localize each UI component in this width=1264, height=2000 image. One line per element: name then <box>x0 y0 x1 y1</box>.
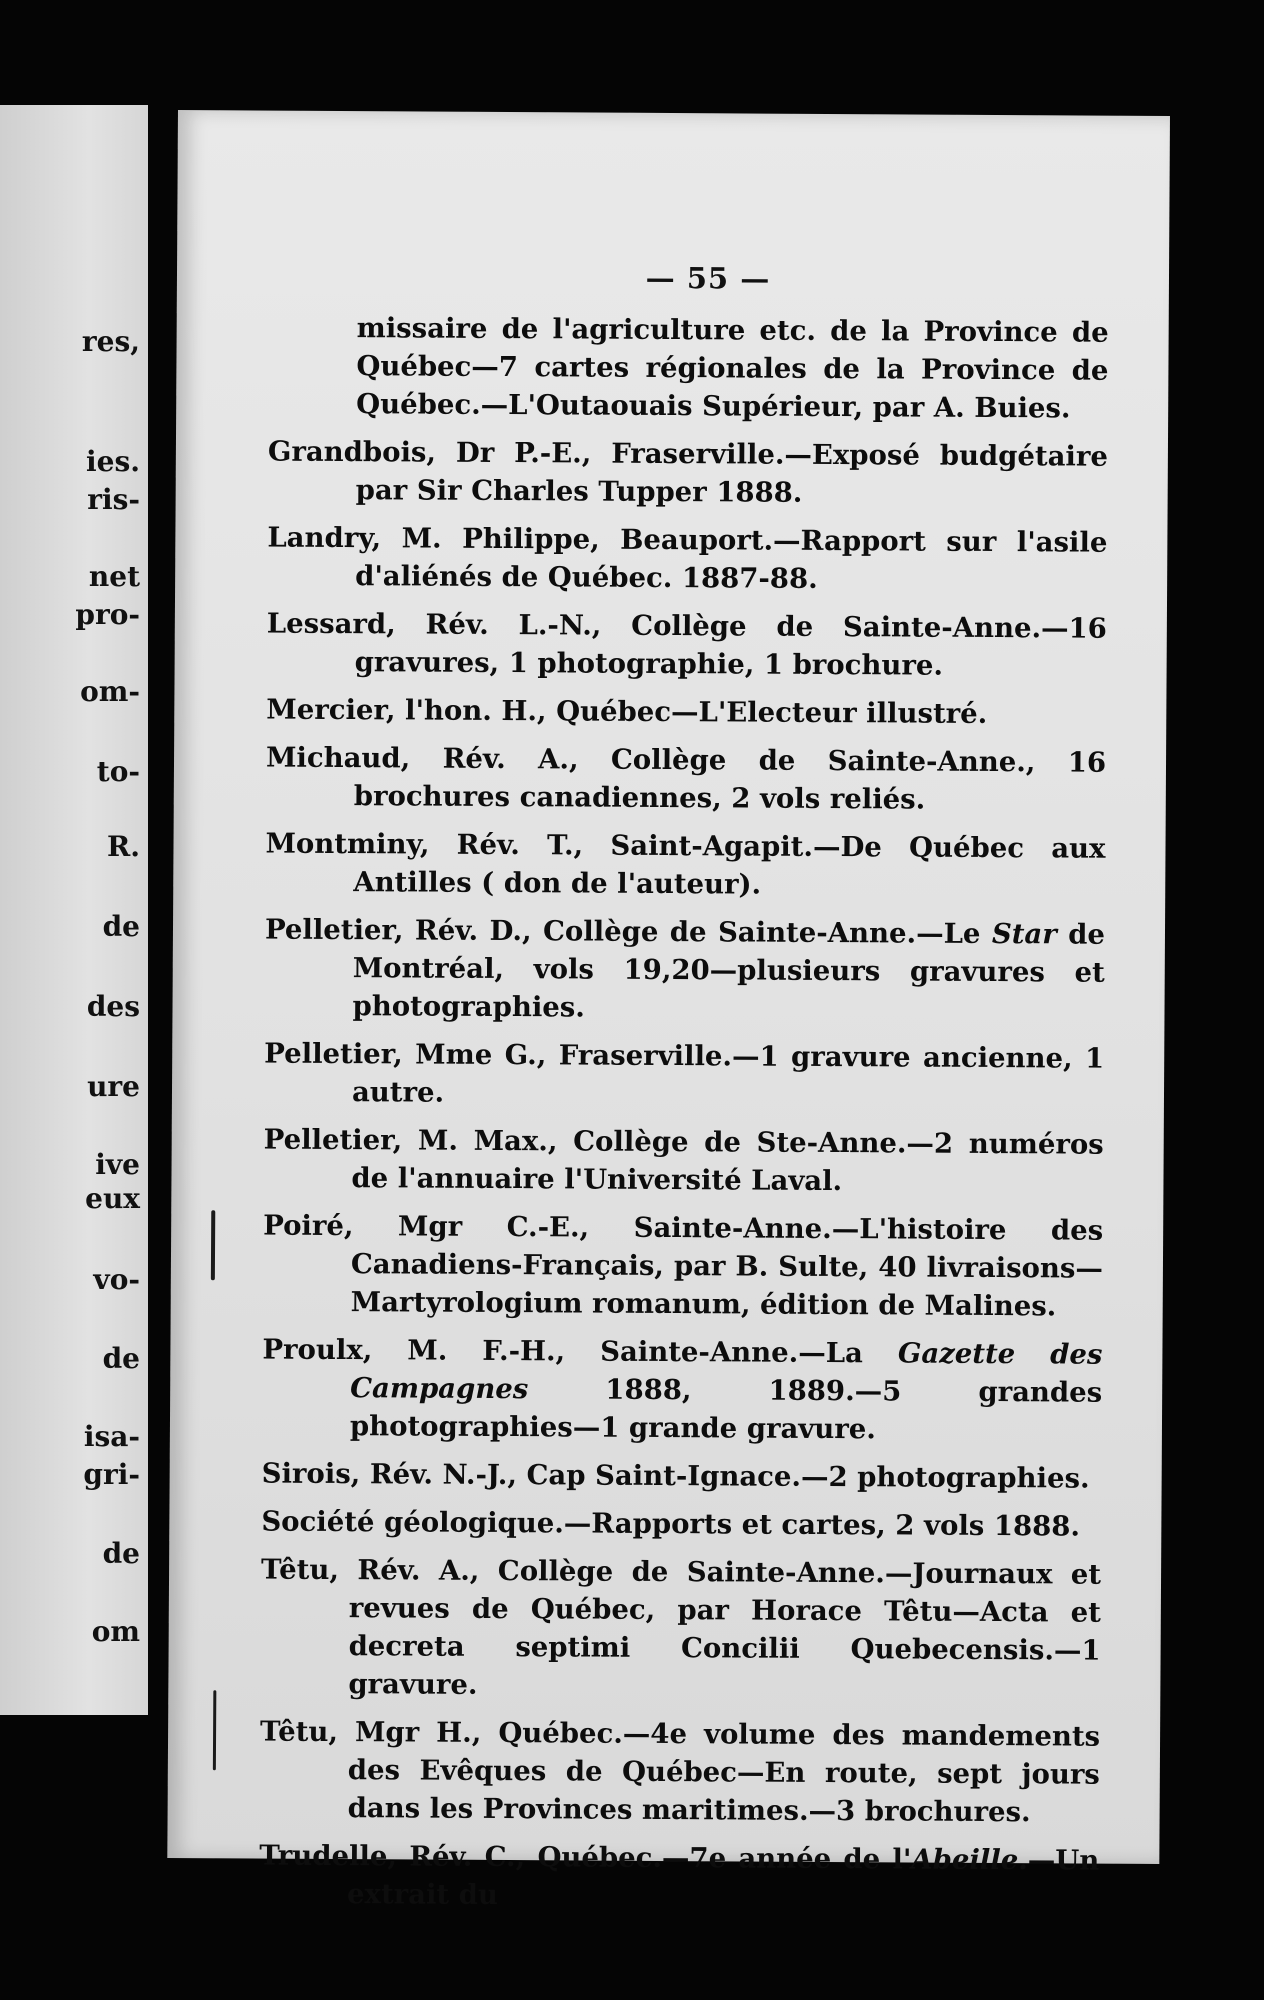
left-page-text: net <box>88 560 140 593</box>
list-item: Société géologique.—Rapports et cartes, 2 vols 1888. <box>261 1505 1081 1543</box>
left-page-text: to- <box>96 755 140 788</box>
left-page-text: de <box>102 910 140 943</box>
left-page-text: ure <box>87 1070 140 1103</box>
list-item: Pelletier, M. Max., Collège de Ste-Anne.—2 numéros de l'annuaire l'Université Laval. <box>263 1123 1104 1198</box>
left-page-text: des <box>86 990 140 1023</box>
entry-text: Pelletier, Rév. D., Collège de Sainte-Anne.—Le <box>264 913 993 950</box>
list-item: Poiré, Mgr C.-E., Sainte-Anne.—L'histoire des Canadiens-Français, par B. Sulte, 40 livraisons—Martyrologium romanum, édition de Malines. <box>263 1209 1104 1323</box>
list-item: Grandbois, Dr P.-E., Fraserville.—Exposé budgétaire par Sir Charles Tupper 1888. <box>267 435 1108 509</box>
list-item <box>259 1837 1099 1918</box>
left-page-text: de <box>102 1537 140 1570</box>
list-item: Lessard, Rév. L.-N., Collège de Sainte-Anne.—16 gravures, 1 photographie, 1 brochure. <box>266 607 1107 682</box>
left-page-text: ris- <box>87 483 140 516</box>
left-page-text: isa- <box>83 1420 140 1453</box>
entry-text: 1888, 1889.—5 grandes photographies—1 grande gravure. <box>349 1373 1103 1446</box>
list-item: Michaud, Rév. A., Collège de Sainte-Anne., 16 brochures canadiennes, 2 vols reliés. <box>265 741 1107 816</box>
entry-title-italic: Abeille. <box>911 1843 1028 1877</box>
donation-list <box>259 309 1109 1928</box>
page-number: — 55 — <box>645 260 771 296</box>
list-item: Têtu, Mgr H., Québec.—4e volume des mandements des Evêques de Québec—En route, sept jours dans les Provinces maritimes.—3 brochures. <box>259 1715 1101 1829</box>
list-item: Sirois, Rév. N.-J., Cap Saint-Ignace.—2 photographies. <box>261 1457 1090 1495</box>
list-item: missaire de l'agriculture etc. de la Province de Québec—7 cartes régionales de la Province de Québec.—L'Outaouais Supérieur, par A. Buies. <box>356 312 1109 425</box>
list-item <box>262 1331 1103 1450</box>
left-page-text: vo- <box>93 1263 140 1296</box>
left-page-text: res, <box>81 325 140 358</box>
list-item: Têtu, Rév. A., Collège de Sainte-Anne.—Journaux et revues de Québec, par Horace Têtu—Acta et decreta septimi Concilii Quebecensis.—1 gravure. <box>260 1553 1102 1701</box>
left-page-text: de <box>102 1342 140 1375</box>
list-item: Landry, M. Philippe, Beauport.—Rapport sur l'asile d'aliénés de Québec. 1887-88. <box>267 521 1108 595</box>
entry-title-italic: Star <box>991 917 1057 951</box>
list-item: Pelletier, Mme G., Fraserville.—1 gravure ancienne, 1 autre. <box>264 1037 1105 1109</box>
left-page-text: om <box>91 1615 140 1648</box>
entry-text: Trudelle, Rév. C., Québec.—7e année de l' <box>259 1839 912 1876</box>
margin-mark <box>211 1210 215 1280</box>
list-item: Mercier, l'hon. H., Québec—L'Electeur illustré. <box>266 693 988 730</box>
left-page-text: ive <box>95 1148 140 1181</box>
entry-title-italic: Gazette des Campagnes <box>350 1337 1103 1406</box>
entry-text: —Un extrait du <box>347 1844 1100 1911</box>
book-page <box>167 110 1170 1911</box>
left-page-text: om- <box>80 675 140 708</box>
left-page-text: ies. <box>86 445 140 478</box>
left-page-text: eux <box>85 1182 140 1215</box>
list-item <box>264 911 1105 1030</box>
entry-text: Proulx, M. F.-H., Sainte-Anne.—La <box>262 1333 899 1370</box>
left-page-fragment <box>0 105 148 1715</box>
left-page-text: pro- <box>75 598 140 631</box>
list-item: Montminy, Rév. T., Saint-Agapit.—De Québec aux Antilles ( don de l'auteur). <box>265 827 1106 901</box>
margin-mark <box>213 1690 216 1770</box>
left-page-text: gri- <box>83 1458 140 1491</box>
entry-text: de Montréal, vols 19,20—plusieurs gravures et photographies. <box>352 918 1106 1024</box>
left-page-text: R. <box>106 830 140 863</box>
